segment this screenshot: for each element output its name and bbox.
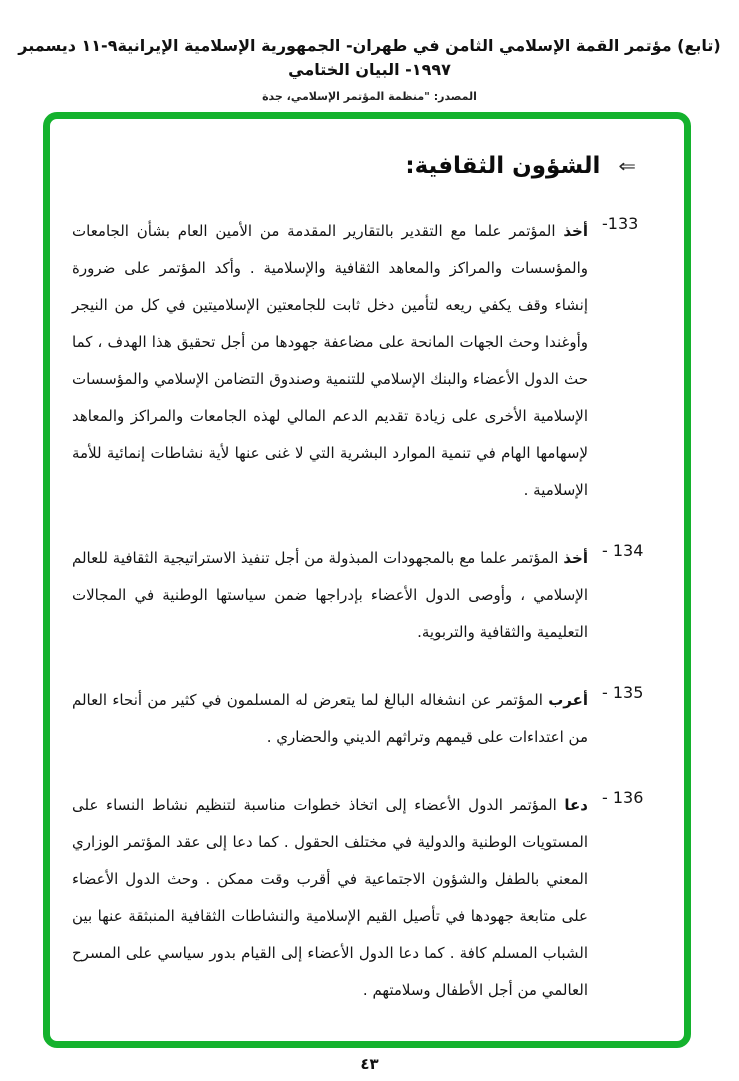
paragraph-lead-word: أخذ: [563, 549, 588, 567]
paragraph-136: [72, 787, 650, 1009]
paragraph-body: المؤتمر علما مع التقدير بالتقارير المقدمة من الأمين العام بشأن الجامعات والمؤسسات والمراكز والمعاهد الثقافية والإسلامية . وأكد المؤتمر على ضرورة إنشاء وقف يكفي ريعه لتأمين دخل ثابت للجامعتين الإسلاميتين في كل من النيجر وأوغندا وحث الجهات المانحة على مضاعفة جهودها من أجل تحقيق هذا الهدف ، كما حث الدول الأعضاء والبنك الإسلامي للتنمية وصندوق التضامن الإسلامي والمؤسسات الإسلامية الأخرى على زيادة تقديم الدعم المالي لهذه الجامعات والمراكز والمعاهد لإسهامها الهام في تنمية الموارد البشرية التي لا غنى عنها لأية نشاطات إنمائية للأمة الإسلامية .: [72, 222, 588, 499]
document-header: [0, 34, 739, 103]
paragraph-lead-word: أخذ: [563, 222, 588, 240]
section-heading: [72, 153, 636, 179]
paragraph-number: - 135: [602, 683, 644, 702]
paragraph-number: - 136: [602, 788, 644, 807]
paragraph-body: المؤتمر الدول الأعضاء إلى اتخاذ خطوات مناسبة لتنظيم نشاط النساء على المستويات الوطنية والدولية في مختلف الحقول . كما دعا إلى عقد المؤتمر الوزاري المعني بالطفل والشؤون الاجتماعية في أقرب وقت ممكن . وحث الدول الأعضاء على متابعة جهودها في تأصيل القيم الإسلامية والنشاطات الثقافية المنبثقة عنها بين الشباب المسلم كافة . كما دعا الدول الأعضاء إلى القيام بدور سياسي على المسرح العالمي من أجل الأطفال وسلامتهم .: [72, 796, 588, 999]
paragraph-text: [72, 682, 588, 756]
paragraph-number: -133: [602, 214, 639, 233]
paragraph-lead-word: دعا: [564, 796, 588, 814]
content-highlight-box: [43, 112, 691, 1048]
header-title: (تابع) مؤتمر القمة الإسلامي الثامن في طهران- الجمهورية الإسلامية الإيرانية٩-١١ ديسمبر ١٩٩٧- البيان الختامي: [18, 36, 721, 79]
paragraph-number: - 134: [602, 541, 644, 560]
paragraph-134: [72, 540, 650, 651]
paragraph-body: المؤتمر عن انشغاله البالغ لما يتعرض له المسلمون في كثير من أنحاء العالم من اعتداءات على قيمهم وتراثهم الديني والحضاري .: [72, 691, 588, 746]
header-source: المصدر: "منظمة المؤتمر الإسلامي، جدة: [262, 90, 477, 103]
paragraph-135: [72, 682, 650, 756]
paragraph-text: [72, 213, 588, 509]
paragraph-lead-word: أعرب: [548, 691, 588, 709]
paragraph-text: [72, 787, 588, 1009]
page-number: ٤٣: [360, 1055, 379, 1073]
paragraph-133: [72, 213, 650, 509]
paragraph-text: [72, 540, 588, 651]
section-title: الشؤون الثقافية:: [405, 153, 601, 179]
box-content: [50, 119, 684, 1041]
paragraph-body: المؤتمر علما مع بالمجهودات المبذولة من أجل تنفيذ الاستراتيجية الثقافية للعالم الإسلامي ، وأوصى الدول الأعضاء بإدراجها ضمن سياستها الوطنية في المجالات التعليمية والثقافية والتربوية.: [72, 549, 588, 641]
paragraph-number: [602, 1040, 650, 1041]
paragraph-137: [72, 1040, 650, 1041]
left-arrow-icon: ⇐: [618, 155, 636, 176]
paragraph-text: [72, 1040, 588, 1041]
